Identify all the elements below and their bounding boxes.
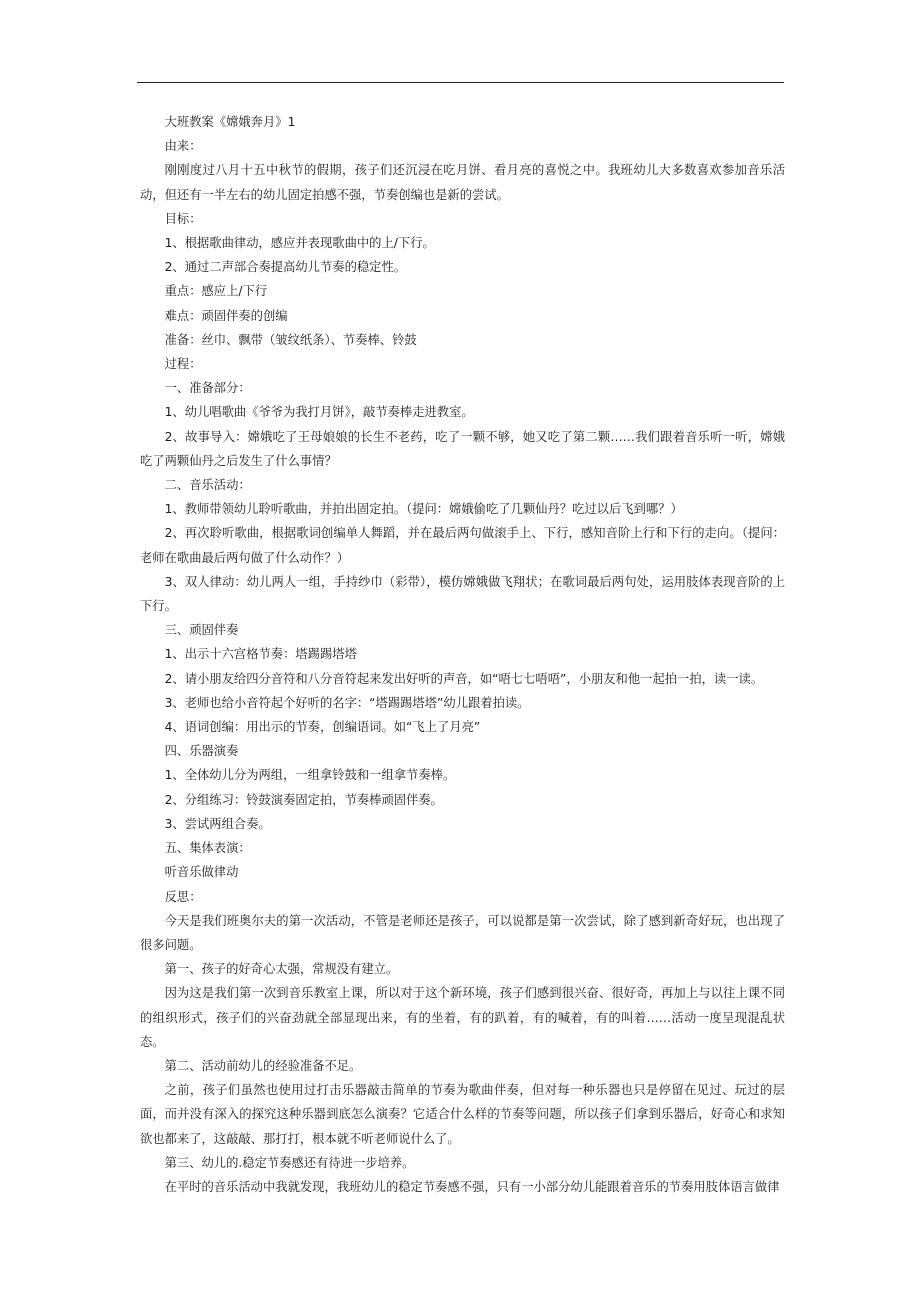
paragraph: 难点：顽固伴奏的创编: [164, 308, 288, 323]
paragraph: 1、全体幼儿分为两组，一组拿铃鼓和一组拿节奏棒。: [164, 768, 456, 783]
document-body: [140, 110, 785, 1199]
paragraph: 2、故事导入：嫦娥吃了王母娘娘的长生不老药，吃了一颗不够，她又吃了第二颗……我们跟着音乐听一听，嫦娥吃了两颗仙丹之后发生了什么事情？: [140, 429, 785, 468]
paragraph: 在平时的音乐活动中我就发现，我班幼儿的稳定节奏感不强，只有一小部分幼儿能跟着音乐的节奏用肢体语言做律: [164, 1179, 780, 1194]
header-rule: [137, 82, 784, 83]
paragraph: 反思：: [164, 889, 202, 904]
paragraph: 由来：: [164, 139, 202, 154]
paragraph: 第一、孩子的好奇心太强，常规没有建立。: [164, 962, 399, 977]
paragraph: 目标：: [164, 211, 202, 226]
paragraph: 1、出示十六宫格节奏：塔踢踢塔塔: [164, 647, 357, 662]
paragraph: 1、教师带领幼儿聆听歌曲，并拍出固定拍。（提问：嫦娥偷吃了几颗仙丹？吃过以后飞到哪？）: [164, 502, 683, 517]
section-heading: 五、集体表演：: [164, 841, 251, 856]
paragraph: 1、根据歌曲律动，感应并表现歌曲中的上/下行。: [164, 236, 435, 251]
section-heading: 四、乐器演奏: [164, 744, 239, 759]
paragraph: 第三、幼儿的.稳定节奏感还有待进一步培养。: [164, 1155, 415, 1170]
paragraph: 听音乐做律动: [164, 865, 239, 880]
paragraph: 今天是我们班奥尔夫的第一次活动，不管是老师还是孩子，可以说都是第一次尝试，除了感到新奇好玩，也出现了很多问题。: [140, 913, 785, 952]
paragraph: 4、语词创编：用出示的节奏，创编语词。如“飞上了月亮”: [164, 720, 481, 735]
paragraph: 因为这是我们第一次到音乐教室上课，所以对于这个新环境，孩子们感到很兴奋、很好奇，再加上与以往上课不同的组织形式，孩子们的兴奋劲就全部显现出来，有的坐着，有的趴着，有的喊着，有的叫着……活动一度呈现混乱状态。: [140, 986, 785, 1049]
section-heading: 三、顽固伴奏: [164, 623, 239, 638]
paragraph: 3、尝试两组合奏。: [164, 816, 271, 831]
paragraph: 2、请小朋友给四分音符和八分音符起来发出好听的声音，如“唔七七唔唔”，小朋友和他一起拍一拍，读一读。: [164, 671, 764, 686]
doc-title: 大班教案《嫦娥奔月》1: [164, 115, 296, 129]
section-heading: 二、音乐活动：: [164, 478, 251, 493]
paragraph: 过程：: [164, 357, 202, 372]
paragraph: 3、双人律动：幼儿两人一组，手持纱巾（彩带），模仿嫦娥做飞翔状；在歌词最后两句处，运用肢体表现音阶的上下行。: [140, 574, 785, 614]
section-heading: 一、准备部分：: [164, 381, 251, 396]
paragraph: 重点：感应上/下行: [164, 284, 268, 299]
paragraph: 3、老师也给小音符起个好听的名字：“塔踢踢塔塔”幼儿跟着拍读。: [164, 695, 530, 710]
paragraph: 2、分组练习：铃鼓演奏固定拍，节奏棒顽固伴奏。: [164, 792, 443, 807]
paragraph: 第二、活动前幼儿的经验准备不足。: [164, 1058, 362, 1073]
paragraph: 刚刚度过八月十五中秋节的假期，孩子们还沉浸在吃月饼、看月亮的喜悦之中。我班幼儿大多数喜欢参加音乐活动，但还有一半左右的幼儿固定拍感不强，节奏创编也是新的尝试。: [140, 163, 785, 202]
paragraph: 2、再次聆听歌曲，根据歌词创编单人舞蹈，并在最后两句做滚手上、下行，感知音阶上行和下行的走向。（提问：老师在歌曲最后两句做了什么动作？）: [140, 526, 785, 565]
paragraph: 1、幼儿唱歌曲《爷爷为我打月饼》，敲节奏棒走进教室。: [164, 405, 474, 420]
paragraph: 2、通过二声部合奏提高幼儿节奏的稳定性。: [164, 260, 407, 275]
paragraph: 准备：丝巾、飘带（皱纹纸条）、节奏棒、铃鼓: [164, 332, 417, 347]
paragraph: 之前，孩子们虽然也使用过打击乐器敲击简单的节奏为歌曲伴奏，但对每一种乐器也只是停留在见过、玩过的层面，而并没有深入的探究这种乐器到底怎么演奏？它适合什么样的节奏等问题，所以孩子们拿到乐器后，好奇心和求知欲也都来了，这敲敲、那打打，根本就不听老师说什么了。: [140, 1083, 785, 1146]
